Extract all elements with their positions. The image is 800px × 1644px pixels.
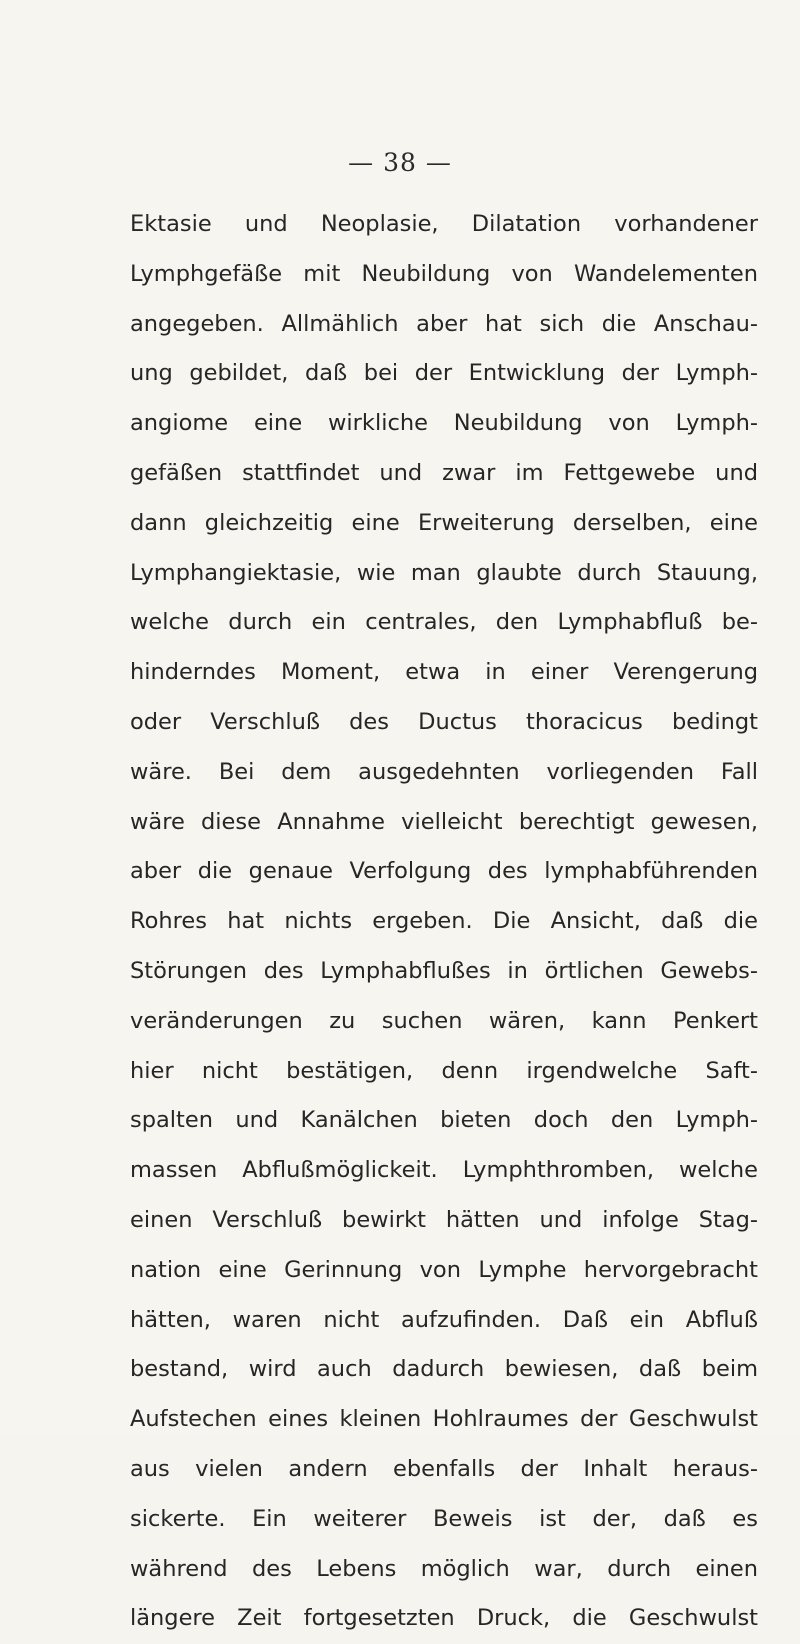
text-line: Aufstechen eines kleinen Hohlraumes der Geschwulst <box>130 1406 758 1433</box>
text-line: oder Verschluß des Ductus thoracicus bedingt <box>130 708 758 735</box>
text-line: aus vielen andern ebenfalls der Inhalt heraus- <box>130 1455 758 1482</box>
body-text <box>130 200 758 1644</box>
text-line: dann gleichzeitig eine Erweiterung derselben, eine <box>130 509 758 536</box>
text-line: Ektasie und Neoplasie, Dilatation vorhandener <box>130 211 758 237</box>
text-line: aber die genaue Verfolgung des lymphabführenden <box>130 858 758 885</box>
text-line: längere Zeit fortgesetzten Druck, die Geschwulst <box>130 1605 758 1632</box>
text-line: bestand, wird auch dadurch bewiesen, daß beim <box>130 1356 758 1383</box>
text-line: wäre. Bei dem ausgedehnten vorliegenden Fall <box>130 758 758 785</box>
text-line: hinderndes Moment, etwa in einer Verengerung <box>130 659 758 686</box>
text-line: angiome eine wirkliche Neubildung von Lymph- <box>130 410 758 437</box>
page-number: — 38 — <box>348 148 452 177</box>
text-line: sickerte. Ein weiterer Beweis ist der, daß es <box>130 1505 758 1532</box>
text-line: angegeben. Allmählich aber hat sich die Anschau- <box>130 310 758 337</box>
text-line: massen Abflußmöglickeit. Lymphthromben, welche <box>130 1157 758 1184</box>
text-line: veränderungen zu suchen wären, kann Penkert <box>130 1007 758 1034</box>
text-line: Lymphangiektasie, wie man glaubte durch Stauung, <box>130 559 758 586</box>
text-line: welche durch ein centrales, den Lymphabfluß be- <box>130 609 758 636</box>
text-line: Rohres hat nichts ergeben. Die Ansicht, daß die <box>130 908 758 935</box>
text-line: spalten und Kanälchen bieten doch den Lymph- <box>130 1107 758 1134</box>
text-line: nation eine Gerinnung von Lymphe hervorgebracht <box>130 1256 758 1283</box>
text-line: Störungen des Lymphabflußes in örtlichen Gewebs- <box>130 957 758 984</box>
text-line: gefäßen stattfindet und zwar im Fettgewebe und <box>130 459 758 486</box>
text-line: ung gebildet, daß bei der Entwicklung der Lymph- <box>130 360 758 387</box>
text-line: wäre diese Annahme vielleicht berechtigt gewesen, <box>130 808 758 835</box>
text-line: während des Lebens möglich war, durch einen <box>130 1555 758 1582</box>
text-line: einen Verschluß bewirkt hätten und infolge Stag- <box>130 1206 758 1233</box>
text-line: hier nicht bestätigen, denn irgendwelche Saft- <box>130 1057 758 1084</box>
text-line: hätten, waren nicht aufzufinden. Daß ein Abfluß <box>130 1306 758 1333</box>
text-line: Lymphgefäße mit Neubildung von Wandelementen <box>130 260 758 287</box>
